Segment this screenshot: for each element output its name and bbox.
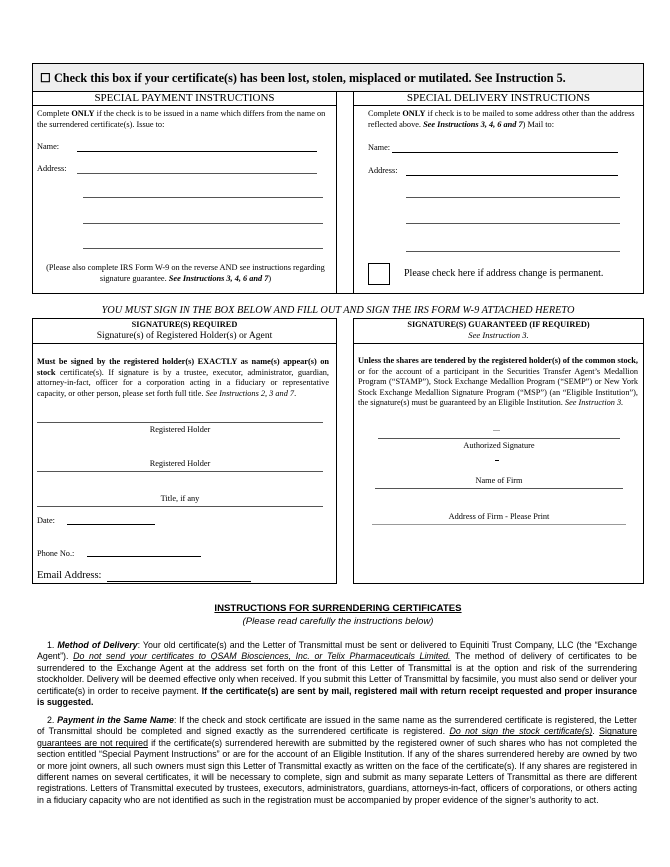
sign-notice: YOU MUST SIGN IN THE BOX BELOW AND FILL OUT AND SIGN THE IRS FORM W-9 ATTACHED HERETO: [101, 305, 575, 316]
delivery-address-field-3[interactable]: [406, 223, 620, 224]
firm-address-line[interactable]: [372, 524, 626, 525]
title-line[interactable]: [37, 506, 323, 507]
signature-required-section: [32, 318, 337, 584]
special-delivery-intro: Complete ONLY if check is to be mailed to some address other than the address reflected above. See Instructions 3, 4, 6 and 7) Mail to:: [368, 109, 635, 129]
signature-guaranteed-header: [354, 319, 643, 344]
signature-required-text: Must be signed by the registered holder(s) EXACTLY as name(s) appear(s) on stock certificate(s). If signature is by a trustee, executor, administrator, guardian, attorney-in-fact, officer for a corporation acting in a fiduciary or representative capacity, or other person, please set forth full title. See Instructions 2, 3 and 7.: [37, 357, 329, 398]
permanent-address-label: Please check here if address change is permanent.: [404, 268, 604, 279]
signature-required-title: SIGNATURE(S) REQUIRED: [131, 320, 238, 329]
registered-holder-label-2: Registered Holder: [149, 459, 211, 468]
payment-address-field-2[interactable]: [83, 197, 323, 198]
payment-w9-note: (Please also complete IRS Form W-9 on the reverse AND see instructions regarding signature guarantee. See Instructions 3, 4, 6 and 7): [46, 263, 325, 283]
phone-field[interactable]: [87, 556, 201, 557]
lost-certificate-label: Check this box if your certificate(s) has been lost, stolen, misplaced or mutilated. See Instruction 5.: [53, 71, 566, 85]
lost-certificate-bar: [32, 63, 644, 91]
section-divider: [337, 91, 353, 294]
delivery-address-field-1[interactable]: [406, 175, 618, 176]
signature-guaranteed-section: [353, 318, 644, 584]
delivery-name-field[interactable]: [392, 152, 618, 153]
signature-guaranteed-subtitle: See Instruction 3.: [468, 330, 529, 340]
payment-address-field-1[interactable]: [77, 173, 317, 174]
firm-address-label: Address of Firm - Please Print: [448, 512, 550, 521]
special-delivery-section: [353, 91, 644, 294]
registered-holder-signature-line-1[interactable]: [37, 422, 323, 423]
lost-certificate-checkbox[interactable]: [40, 71, 566, 86]
signature-mark: [493, 430, 500, 431]
special-payment-title: SPECIAL PAYMENT INSTRUCTIONS: [33, 92, 336, 106]
payment-address-field-4[interactable]: [83, 248, 323, 249]
payment-address-field-3[interactable]: [83, 223, 323, 224]
delivery-name-label: Name:: [368, 143, 391, 152]
payment-address-label: Address:: [37, 164, 67, 173]
instruction-1-method-of-delivery: 1. Method of Delivery: Your old certificate(s) and the Letter of Transmittal must be sent or delivered to Equiniti Trust Company, LLC (the “Exchange Agent”). Do not send your certificates to QSAM Biosciences, Inc. or Telix Pharmaceuticals Limited. The method of delivery of certificates to be surrendered to the Exchange Agent at the address set forth on the front of this Letter of Transmittal is at the option and risk of the surrendering stockholder. Delivery will be deemed effective only when received. If you submit this Letter of Transmittal by facsimile, you must also send or deliver your certificate(s) in order to receive payment. If the certificate(s) are sent by mail, registered mail with return receipt requested and proper insurance is suggested.: [37, 640, 637, 708]
title-label: Title, if any: [160, 494, 200, 503]
authorized-signature-line[interactable]: [378, 438, 620, 439]
special-payment-section: [32, 91, 337, 294]
delivery-address-field-2[interactable]: [406, 197, 620, 198]
instruction-2-payment-same-name: 2. Payment in the Same Name: If the check and stock certificate are issued in the same name as the surrendered certificate is registered, the Letter of Transmittal should be completed and signed exactly as the surrendered certificate is registered. Do not sign the stock certificate(s). Signature guarantees are not required if the certificate(s) surrendered herewith are submitted by the registered owner of such shares who has not completed the section entitled “Special Payment Instructions” or are for the account of an Eligible Institution. If any of the shares surrendered hereby are owned by two or more joint owners, all such owners must sign this Letter of Transmittal exactly as written on the face of the certificate(s). If any shares are registered in different names on several certificates, it will be necessary to complete, sign and submit as many separate Letters of Transmittal as there are different registrations. Letters of Transmittal executed by trustees, executors, administrators, guardians, attorneys-in-fact, officers of corporations, or others acting in a fiduciary capacity who are not identified as such in the registration must be accompanied by proper evidence of the signer’s authority to act.: [37, 715, 638, 805]
signature-required-header: [33, 319, 336, 344]
special-payment-intro: Complete ONLY if the check is to be issued in a name which differs from the name on the surrendered certificate(s). Issue to:: [37, 109, 326, 129]
email-field[interactable]: [107, 581, 251, 582]
signature-guaranteed-text: Unless the shares are tendered by the registered holder(s) of the common stock, or for the account of a participant in the Securities Transfer Agent’s Medallion Program (“STAMP”), Stock Exchange Medallion Program (“SEMP”) or New York Stock Exchange Medallion Signature Program (“MSP”) (an “Eligible Institution”), the signature(s) must be guaranteed by an Eligible Institution. See Instruction 3.: [358, 356, 638, 407]
firm-mark: [495, 460, 499, 461]
payment-name-field[interactable]: [77, 151, 317, 152]
payment-name-label: Name:: [37, 142, 60, 151]
registered-holder-label-1: Registered Holder: [149, 425, 211, 434]
registered-holder-signature-line-2[interactable]: [37, 471, 323, 472]
signature-guaranteed-title: SIGNATURE(S) GUARANTEED (IF REQUIRED): [407, 320, 590, 329]
firm-name-label: Name of Firm: [475, 476, 523, 485]
instructions-subtitle: (Please read carefully the instructions below): [242, 616, 434, 627]
email-label: Email Address:: [37, 570, 102, 581]
date-field[interactable]: [67, 524, 155, 525]
firm-name-line[interactable]: [375, 488, 623, 489]
delivery-address-label: Address:: [368, 166, 398, 175]
phone-label: Phone No.:: [37, 549, 75, 558]
date-label: Date:: [37, 516, 55, 525]
special-delivery-title: SPECIAL DELIVERY INSTRUCTIONS: [354, 92, 643, 106]
permanent-address-checkbox[interactable]: [368, 263, 390, 285]
instructions-title: INSTRUCTIONS FOR SURRENDERING CERTIFICATES: [214, 603, 462, 614]
authorized-signature-label: Authorized Signature: [463, 441, 535, 450]
checkbox-icon[interactable]: ☐: [40, 71, 51, 85]
signature-required-subtitle: Signature(s) of Registered Holder(s) or Agent: [96, 330, 273, 341]
delivery-address-field-4[interactable]: [406, 251, 620, 252]
